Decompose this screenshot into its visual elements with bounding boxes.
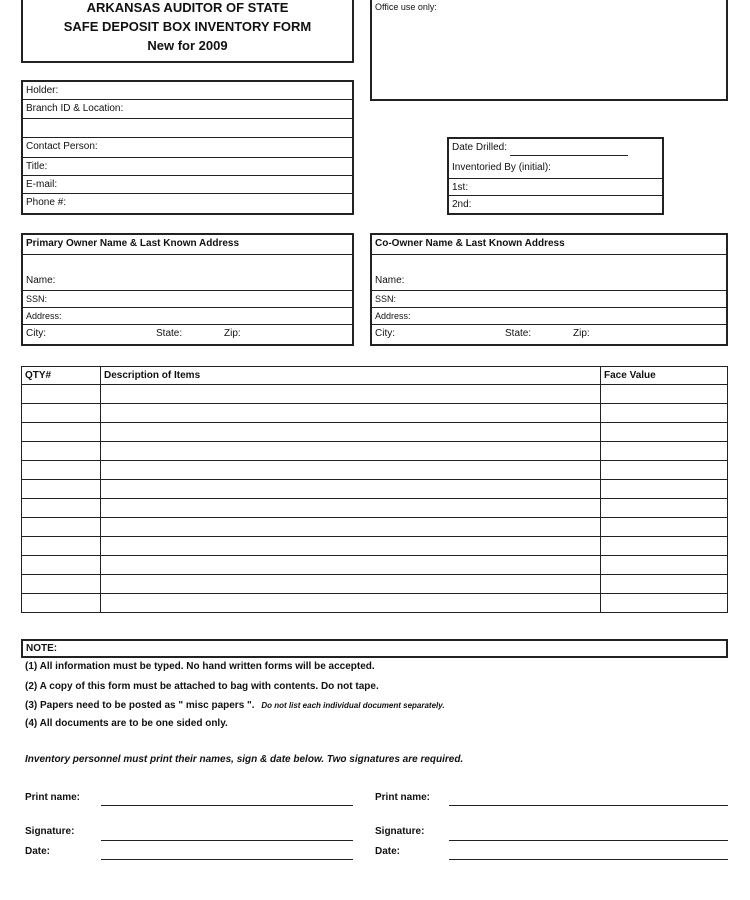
qty-cell[interactable] xyxy=(22,556,101,575)
date-drilled-field[interactable] xyxy=(449,139,662,159)
title-field[interactable]: Title: xyxy=(23,158,352,176)
qty-cell[interactable] xyxy=(22,385,101,404)
signature-line-left[interactable] xyxy=(101,840,353,841)
note-3-main: (3) Papers need to be posted as " misc papers ". xyxy=(25,700,255,711)
primary-owner-heading: Primary Owner Name & Last Known Address xyxy=(23,235,352,255)
inventoried-by-field[interactable]: Inventoried By (initial): xyxy=(449,159,662,179)
qty-cell[interactable] xyxy=(22,404,101,423)
qty-column-header: QTY# xyxy=(22,367,101,385)
description-column-header: Description of Items xyxy=(101,367,601,385)
description-cell[interactable] xyxy=(101,537,601,556)
qty-cell[interactable] xyxy=(22,461,101,480)
description-cell[interactable] xyxy=(101,385,601,404)
qty-cell[interactable] xyxy=(22,594,101,613)
qty-cell[interactable] xyxy=(22,499,101,518)
co-owner-heading: Co-Owner Name & Last Known Address xyxy=(372,235,726,255)
first-initial-field[interactable]: 1st: xyxy=(449,179,662,196)
primary-owner-name-field[interactable]: Name: xyxy=(23,255,352,291)
note-2: (2) A copy of this form must be attached to bag with contents. Do not tape. xyxy=(25,681,379,692)
date-drilled-label: Date Drilled: xyxy=(452,142,508,153)
table-row[interactable] xyxy=(22,461,728,480)
date-line-right[interactable] xyxy=(449,859,728,860)
co-owner-city-label: City: xyxy=(375,328,395,339)
co-owner-zip-label: Zip: xyxy=(573,328,590,339)
holder-info-box xyxy=(21,80,354,215)
form-title-box xyxy=(21,0,354,63)
table-row[interactable] xyxy=(22,575,728,594)
form-title: SAFE DEPOSIT BOX INVENTORY FORM xyxy=(63,19,312,34)
qty-cell[interactable] xyxy=(22,537,101,556)
description-cell[interactable] xyxy=(101,499,601,518)
co-owner-address-field[interactable]: Address: xyxy=(372,308,726,325)
description-cell[interactable] xyxy=(101,594,601,613)
face-value-cell[interactable] xyxy=(601,385,728,404)
branch-field[interactable]: Branch ID & Location: xyxy=(23,100,352,119)
table-row[interactable] xyxy=(22,385,728,404)
form-year: New for 2009 xyxy=(147,38,228,53)
co-owner-name-field[interactable]: Name: xyxy=(372,255,726,291)
qty-cell[interactable] xyxy=(22,518,101,537)
description-cell[interactable] xyxy=(101,575,601,594)
face-value-cell[interactable] xyxy=(601,499,728,518)
qty-cell[interactable] xyxy=(22,575,101,594)
face-value-cell[interactable] xyxy=(601,461,728,480)
table-row[interactable] xyxy=(22,499,728,518)
contact-person-field[interactable]: Contact Person: xyxy=(23,138,352,158)
table-row[interactable] xyxy=(22,423,728,442)
description-cell[interactable] xyxy=(101,461,601,480)
primary-owner-address-field[interactable]: Address: xyxy=(23,308,352,325)
drill-info-box xyxy=(447,137,664,215)
date-label-right: Date: xyxy=(375,846,401,857)
face-value-cell[interactable] xyxy=(601,404,728,423)
print-name-label-right: Print name: xyxy=(375,792,431,803)
face-value-cell[interactable] xyxy=(601,480,728,499)
primary-owner-ssn-field[interactable]: SSN: xyxy=(23,291,352,308)
note-3 xyxy=(25,700,445,711)
face-value-cell[interactable] xyxy=(601,556,728,575)
email-field[interactable]: E-mail: xyxy=(23,176,352,194)
primary-owner-zip-label: Zip: xyxy=(224,328,241,339)
face-value-cell[interactable] xyxy=(601,575,728,594)
signature-line-right[interactable] xyxy=(449,840,728,841)
table-row[interactable] xyxy=(22,480,728,499)
co-owner-box xyxy=(370,233,728,346)
date-label-left: Date: xyxy=(25,846,51,857)
co-owner-state-label: State: xyxy=(505,328,532,339)
face-value-cell[interactable] xyxy=(601,423,728,442)
note-heading: NOTE: xyxy=(26,643,58,654)
face-value-cell[interactable] xyxy=(601,442,728,461)
face-value-column-header: Face Value xyxy=(601,367,728,385)
primary-owner-state-label: State: xyxy=(156,328,183,339)
print-name-line-left[interactable] xyxy=(101,805,353,806)
office-use-label: Office use only: xyxy=(375,2,437,12)
table-row[interactable] xyxy=(22,442,728,461)
table-row[interactable] xyxy=(22,518,728,537)
agency-name: ARKANSAS AUDITOR OF STATE xyxy=(86,0,289,15)
signature-label-left: Signature: xyxy=(25,826,75,837)
table-row[interactable] xyxy=(22,594,728,613)
co-owner-city-row[interactable] xyxy=(372,325,726,344)
second-initial-field[interactable]: 2nd: xyxy=(452,199,472,210)
face-value-cell[interactable] xyxy=(601,594,728,613)
description-cell[interactable] xyxy=(101,480,601,499)
primary-owner-city-label: City: xyxy=(26,328,46,339)
date-drilled-line xyxy=(510,143,628,156)
qty-cell[interactable] xyxy=(22,480,101,499)
print-name-label-left: Print name: xyxy=(25,792,81,803)
table-header-row xyxy=(22,367,728,385)
note-heading-box xyxy=(21,639,728,658)
table-row[interactable] xyxy=(22,556,728,575)
qty-cell[interactable] xyxy=(22,442,101,461)
primary-owner-city-row[interactable] xyxy=(23,325,352,344)
blank-field[interactable] xyxy=(23,119,352,138)
note-1: (1) All information must be typed. No hand written forms will be accepted. xyxy=(25,661,375,672)
signature-label-right: Signature: xyxy=(375,826,425,837)
date-line-left[interactable] xyxy=(101,859,353,860)
phone-field[interactable]: Phone #: xyxy=(26,197,67,208)
holder-field[interactable]: Holder: xyxy=(23,82,352,100)
primary-owner-box xyxy=(21,233,354,346)
table-row[interactable] xyxy=(22,404,728,423)
description-cell[interactable] xyxy=(101,518,601,537)
note-3-italic: Do not list each individual document separately. xyxy=(261,701,445,710)
face-value-cell[interactable] xyxy=(601,537,728,556)
co-owner-ssn-field[interactable]: SSN: xyxy=(372,291,726,308)
qty-cell[interactable] xyxy=(22,423,101,442)
description-cell[interactable] xyxy=(101,423,601,442)
print-name-line-right[interactable] xyxy=(449,805,728,806)
signature-instruction: Inventory personnel must print their names, sign & date below. Two signatures are required. xyxy=(25,754,464,765)
description-cell[interactable] xyxy=(101,442,601,461)
face-value-cell[interactable] xyxy=(601,518,728,537)
office-use-box xyxy=(370,0,728,101)
inventory-items-table xyxy=(21,366,728,613)
table-row[interactable] xyxy=(22,537,728,556)
description-cell[interactable] xyxy=(101,404,601,423)
description-cell[interactable] xyxy=(101,556,601,575)
note-4: (4) All documents are to be one sided only. xyxy=(25,718,228,729)
